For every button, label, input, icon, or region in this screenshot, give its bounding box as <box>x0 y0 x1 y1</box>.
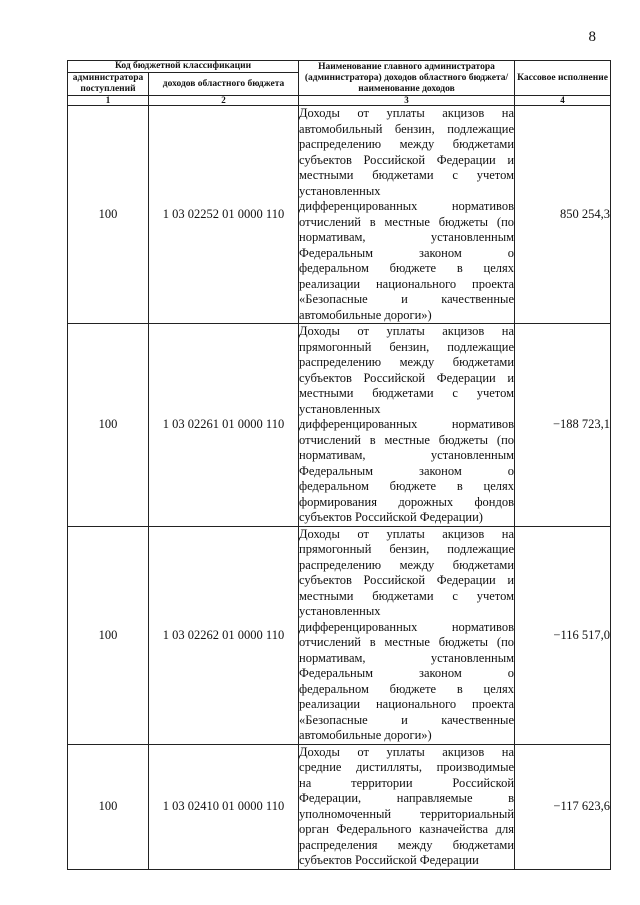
cash-execution-amount-cell: −188 723,1 <box>515 324 611 527</box>
cash-execution-amount-cell: −117 623,6 <box>515 744 611 869</box>
revenue-name-line: распределению между бюджетами <box>299 137 515 151</box>
revenue-name-line: федеральном бюджете в целях <box>299 479 515 493</box>
header-revenue-code: доходов областного бюджета <box>149 73 299 96</box>
revenue-name-line: местными бюджетами с учетом <box>299 588 515 603</box>
header-column-number: 1 <box>68 96 149 106</box>
admin-code-cell: 100 <box>68 106 149 324</box>
revenue-code-cell: 1 03 02261 01 0000 110 <box>149 324 299 527</box>
revenue-name-line: автомобильный бензин, подлежащие <box>299 121 515 136</box>
revenue-name-cell <box>299 324 515 527</box>
revenue-name-line: на территории Российской <box>299 775 515 790</box>
revenue-name-line: субъектов Российской Федерации и <box>299 573 515 587</box>
header-admin: администратора поступлений <box>68 73 149 96</box>
revenue-name-line: местными бюджетами с учетом <box>299 168 515 182</box>
revenue-name-line: Доходы от уплаты акцизов на <box>299 324 515 338</box>
revenue-name-line: нормативам, установленным <box>299 230 515 244</box>
revenue-name-line: формирования дорожных фондов <box>299 494 515 509</box>
revenue-code-cell: 1 03 02262 01 0000 110 <box>149 526 299 744</box>
revenue-name-line: Доходы от уплаты акцизов на <box>299 526 515 541</box>
revenue-name-line: реализации национального проекта <box>299 697 515 711</box>
revenue-name-line: отчислений в местные бюджеты (по <box>299 432 515 447</box>
revenue-code-cell: 1 03 02410 01 0000 110 <box>149 744 299 869</box>
revenue-name-line: автомобильные дороги») <box>299 728 432 742</box>
cash-execution-amount-cell: −116 517,0 <box>515 526 611 744</box>
revenue-name-line: субъектов Российской Федерации и <box>299 152 515 167</box>
revenue-name-line: средние дистилляты, производимые <box>299 760 515 774</box>
revenue-name-line: прямогонный бензин, подлежащие <box>299 542 515 556</box>
revenue-name-line: субъектов Российской Федерации и <box>299 370 515 385</box>
revenue-name-cell <box>299 744 515 869</box>
revenue-name-line: распределению между бюджетами <box>299 557 515 572</box>
header-budget-classification-code: Код бюджетной классификации <box>68 61 299 73</box>
table-row <box>68 526 611 744</box>
revenue-name-line: отчислений в местные бюджеты (по <box>299 214 515 229</box>
revenue-name-line: «Безопасные и качественные <box>299 712 515 727</box>
revenue-name-cell <box>299 106 515 324</box>
revenue-name-line: установленных <box>299 183 381 198</box>
revenue-name-line: распределения между бюджетами <box>299 837 515 852</box>
revenue-name-line: Федерации, направляемые в <box>299 791 515 805</box>
admin-code-cell: 100 <box>68 324 149 527</box>
revenue-name-line: Федеральным законом о <box>299 463 515 478</box>
revenue-name-line: дифференцированных нормативов <box>299 619 515 634</box>
revenue-name-line: субъектов Российской Федерации <box>299 853 479 867</box>
revenue-name-line: дифференцированных нормативов <box>299 199 515 213</box>
revenue-name-line: Федеральным законом о <box>299 666 515 680</box>
table-body <box>68 106 611 870</box>
revenue-name-line: отчислений в местные бюджеты (по <box>299 635 515 649</box>
revenue-name-line: распределению между бюджетами <box>299 355 515 369</box>
revenue-name-line: Федеральным законом о <box>299 245 515 260</box>
revenue-name-line: федеральном бюджете в целях <box>299 261 515 275</box>
revenue-name-line: субъектов Российской Федерации) <box>299 510 483 524</box>
revenue-name-line: орган Федерального казначейства для <box>299 822 515 836</box>
page-number: 8 <box>588 29 596 45</box>
admin-code-cell: 100 <box>68 744 149 869</box>
revenue-name-line: установленных <box>299 401 381 416</box>
revenue-name-line: федеральном бюджете в целях <box>299 681 515 696</box>
revenue-name-line: нормативам, установленным <box>299 650 515 665</box>
revenue-name-line: Доходы от уплаты акцизов на <box>299 106 515 120</box>
revenue-name-line: «Безопасные и качественные <box>299 292 515 306</box>
cash-execution-amount-cell: 850 254,3 <box>515 106 611 324</box>
header-column-number: 3 <box>299 96 515 106</box>
revenue-name-line: уполномоченный территориальный <box>299 806 515 821</box>
revenue-name-cell <box>299 526 515 744</box>
header-column-number: 4 <box>515 96 611 106</box>
table-row <box>68 106 611 324</box>
admin-code-cell: 100 <box>68 526 149 744</box>
table-row <box>68 744 611 869</box>
revenue-code-cell: 1 03 02252 01 0000 110 <box>149 106 299 324</box>
table-row <box>68 324 611 527</box>
header-name: Наименование главного администратора (администратора) доходов областного бюджета/ наименование доходов <box>299 61 515 96</box>
revenue-name-line: автомобильные дороги») <box>299 307 432 322</box>
header-column-number: 2 <box>149 96 299 106</box>
revenue-name-line: установленных <box>299 604 381 618</box>
revenue-name-line: местными бюджетами с учетом <box>299 386 515 400</box>
header-amount: Кассовое исполнение <box>515 61 611 96</box>
revenue-name-line: нормативам, установленным <box>299 448 515 462</box>
revenue-name-line: прямогонный бензин, подлежащие <box>299 339 515 354</box>
revenue-name-line: Доходы от уплаты акцизов на <box>299 744 515 759</box>
revenue-name-line: реализации национального проекта <box>299 276 515 291</box>
revenue-name-line: дифференцированных нормативов <box>299 417 515 431</box>
budget-revenue-table <box>67 60 611 870</box>
